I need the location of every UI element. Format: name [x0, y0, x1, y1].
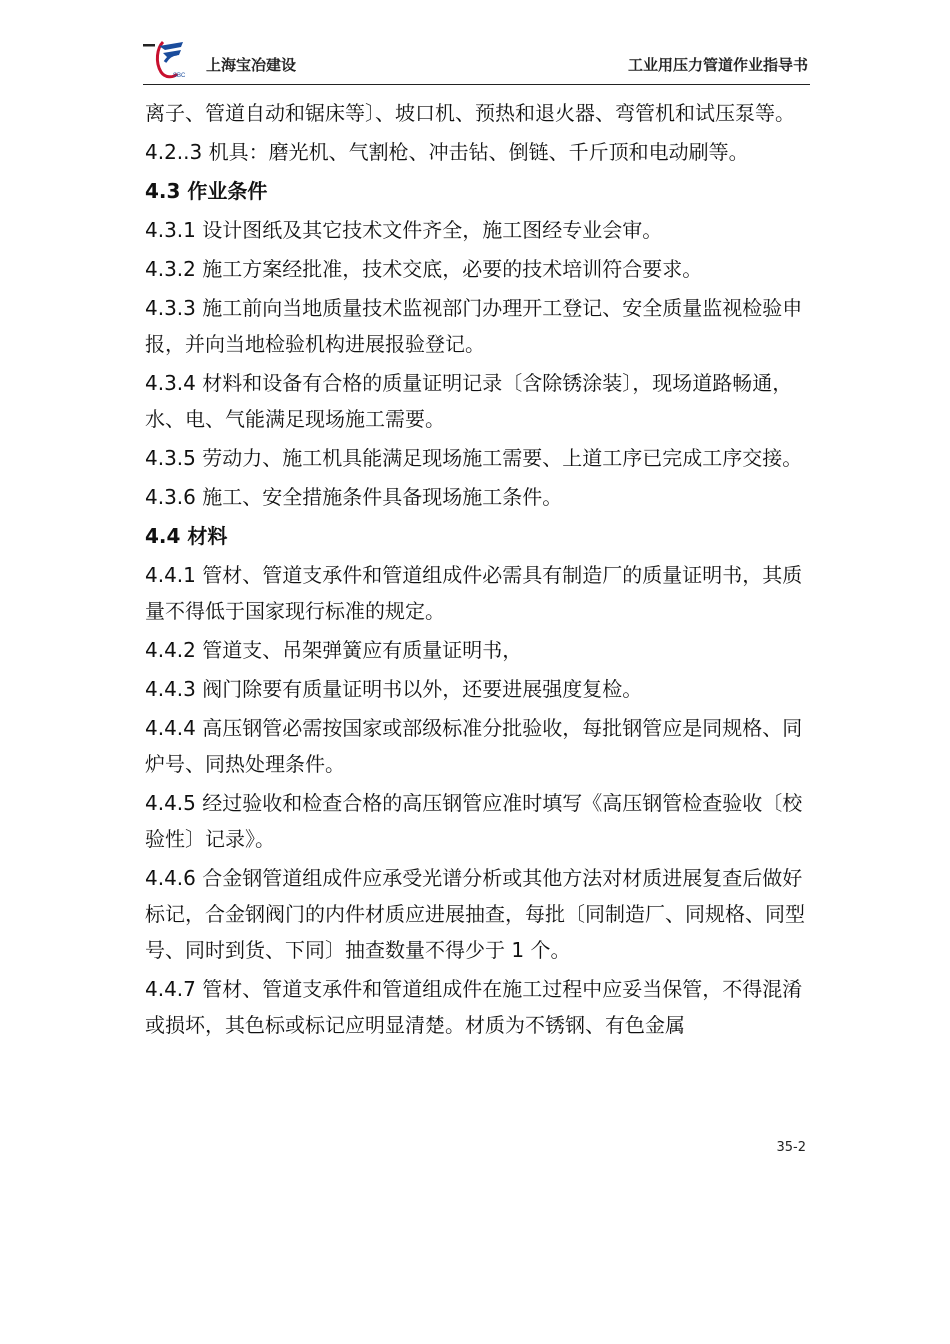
- page-header: [143, 38, 810, 85]
- company-name: 上海宝冶建设: [206, 56, 297, 74]
- body-paragraph: 4.4.5 经过验收和检查合格的高压钢管应准时填写《高压钢管检查验收〔校验性〕记录》。: [145, 791, 803, 851]
- body-paragraph: 4.3.3 施工前向当地质量技术监视部门办理开工登记、安全质量监视检验申报，并向当地检验机构进展报验登记。: [145, 296, 803, 356]
- body-paragraph: 4.4.1 管材、管道支承件和管道组成件必需具有制造厂的质量证明书，其质量不得低于国家现行标准的规定。: [145, 563, 803, 623]
- body-paragraph: 离子、管道自动和锯床等〕、坡口机、预热和退火器、弯管机和试压泵等。: [145, 101, 795, 125]
- body-paragraph: 4.2..3 机具：磨光机、气割枪、冲击钻、倒链、千斤顶和电动刷等。: [145, 140, 749, 164]
- body-paragraph: 4.4.2 管道支、吊架弹簧应有质量证明书，: [145, 638, 523, 662]
- body-paragraph: 4.3.6 施工、安全措施条件具备现场施工条件。: [145, 485, 563, 509]
- body-paragraph: 4.3.5 劳动力、施工机具能满足现场施工需要、上道工序已完成工序交接。: [145, 446, 803, 470]
- svg-text:SBC: SBC: [173, 73, 186, 79]
- document-title: 工业用压力管道作业指导书: [627, 56, 808, 74]
- document-body: [145, 95, 815, 1046]
- body-paragraph: 4.3.2 施工方案经批准，技术交底，必要的技术培训符合要求。: [145, 257, 703, 281]
- body-paragraph: 4.4.4 高压钢管必需按国家或部级标准分批验收，每批钢管应是同规格、同炉号、同热处理条件。: [145, 716, 803, 776]
- section-heading: 4.3 作业条件: [145, 179, 268, 203]
- body-paragraph: 4.3.1 设计图纸及其它技术文件齐全，施工图经专业会审。: [145, 218, 663, 242]
- company-logo-icon: [143, 38, 193, 80]
- section-heading: 4.4 材料: [145, 524, 228, 548]
- body-paragraph: 4.3.4 材料和设备有合格的质量证明记录〔含除锈涂装〕，现场道路畅通，水、电、气能满足现场施工需要。: [145, 371, 793, 431]
- body-paragraph: 4.4.3 阀门除要有质量证明书以外，还要进展强度复检。: [145, 677, 643, 701]
- body-paragraph: 4.4.6 合金钢管道组成件应承受光谱分析或其他方法对材质进展复查后做好标记，合金钢阀门的内件材质应进展抽查，每批〔同制造厂、同规格、同型号、同时到货、下同〕抽查数量不得少于 1 个。: [145, 866, 805, 962]
- body-paragraph: 4.4.7 管材、管道支承件和管道组成件在施工过程中应妥当保管，不得混淆或损坏，其色标或标记应明显清楚。材质为不锈钢、有色金属: [145, 977, 803, 1037]
- page-number: 35-2: [776, 1140, 806, 1155]
